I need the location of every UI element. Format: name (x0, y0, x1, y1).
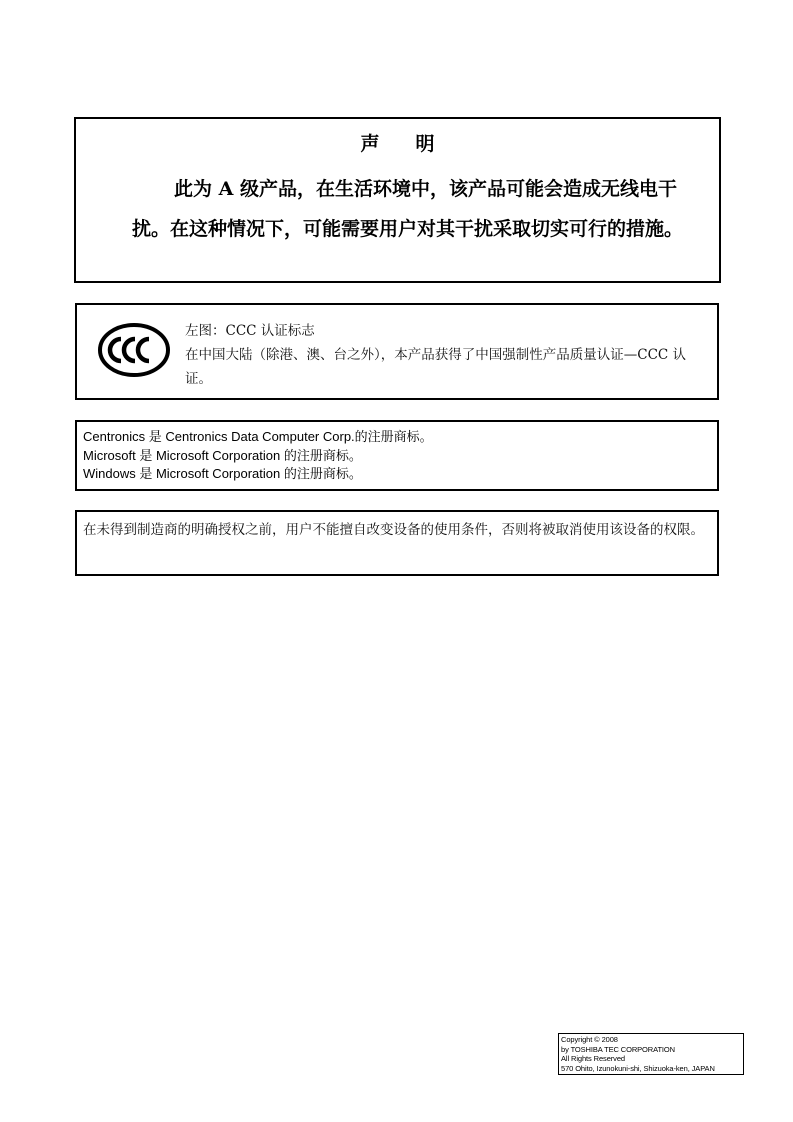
trademark-box (75, 420, 719, 491)
notice-box (74, 117, 721, 283)
trademark-list (83, 428, 711, 484)
warning-text: 在未得到制造商的明确授权之前，用户不能擅自改变设备的使用条件，否则将被取消使用该设备的权限。 (83, 522, 704, 538)
copyright-text (561, 1035, 741, 1073)
copyright-line: Copyright © 2008 (561, 1035, 618, 1044)
ccc-caption: 左图：CCC 认证标志 (185, 323, 315, 339)
trademark-line-centronics: Centronics 是 Centronics Data Computer Corp.的注册商标。 (83, 429, 433, 444)
copyright-company: by TOSHIBA TEC CORPORATION (561, 1044, 675, 1054)
trademark-line-microsoft: Microsoft 是 Microsoft Corporation 的注册商标。 (83, 447, 362, 463)
trademark-line-windows: Windows 是 Microsoft Corporation 的注册商标。 (83, 466, 362, 481)
ccc-logo-icon (97, 321, 171, 379)
ccc-text (185, 319, 705, 391)
ccc-description: 在中国大陆（除港、澳、台之外），本产品获得了中国强制性产品质量认证—CCC 认证。 (185, 347, 687, 387)
notice-body: 此为 A 级产品，在生活环境中，该产品可能会造成无线电干扰。在这种情况下，可能需要用户对其干扰采取切实可行的措施。 (132, 178, 684, 240)
copyright-box (558, 1033, 744, 1075)
copyright-rights: All Rights Reserved (561, 1054, 625, 1063)
notice-title: 声明 (360, 133, 471, 155)
ccc-certification-box (75, 303, 719, 400)
copyright-address: 570 Ohito, Izunokuni-shi, Shizuoka-ken, JAPAN (561, 1063, 715, 1073)
warning-box (75, 510, 719, 576)
